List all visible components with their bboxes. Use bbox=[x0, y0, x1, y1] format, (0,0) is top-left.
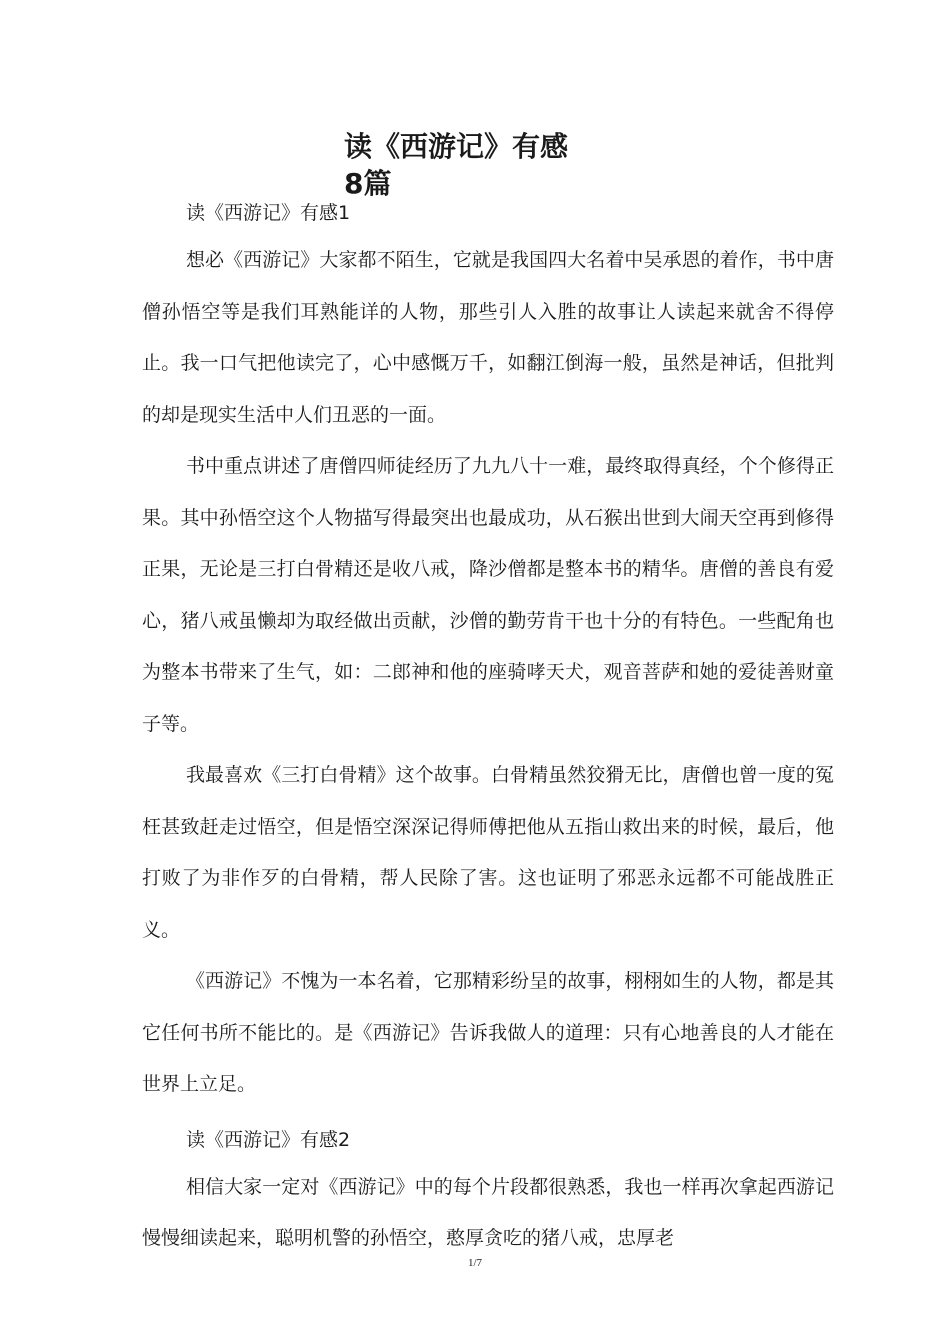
paragraph: 我最喜欢《三打白骨精》这个故事。白骨精虽然狡猾无比，唐僧也曾一度的冤枉甚致赶走过悟空，但是悟空深深记得师傅把他从五指山救出来的时候，最后，他打败了为非作歹的白骨精，帮人民除了害。这也证明了邪恶永远都不可能战胜正义。 bbox=[142, 764, 834, 941]
document-title-count: 8篇 bbox=[344, 167, 392, 200]
paragraph: 想必《西游记》大家都不陌生，它就是我国四大名着中吴承恩的着作，书中唐僧孙悟空等是我们耳熟能详的人物，那些引人入胜的故事让人读起来就舍不得停止。我一口气把他读完了，心中感慨万千，如翻江倒海一般，虽然是神话，但批判的却是现实生活中人们丑恶的一面。 bbox=[142, 249, 834, 426]
paragraph: 书中重点讲述了唐僧四师徒经历了九九八十一难，最终取得真经，个个修得正果。其中孙悟空这个人物描写得最突出也最成功，从石猴出世到大闹天空再到修得正果，无论是三打白骨精还是收八戒，降沙僧都是整本书的精华。唐僧的善良有爱心，猪八戒虽懒却为取经做出贡献，沙僧的勤劳肯干也十分的有特色。一些配角也为整本书带来了生气，如：二郎神和他的座骑哮天犬，观音菩萨和她的爱徒善财童子等。 bbox=[142, 455, 834, 735]
page-number: 1/7 bbox=[467, 1257, 483, 1269]
document-body bbox=[142, 200, 834, 1265]
paragraph: 相信大家一定对《西游记》中的每个片段都很熟悉，我也一样再次拿起西游记慢慢细读起来，聪明机警的孙悟空，憨厚贪吃的猪八戒，忠厚老 bbox=[142, 1175, 834, 1249]
section-heading: 读《西游记》有感2 bbox=[186, 1128, 351, 1151]
document-title: 读《西游记》有感 bbox=[344, 130, 569, 163]
section-heading: 读《西游记》有感1 bbox=[186, 202, 351, 224]
paragraph: 《西游记》不愧为一本名着，它那精彩纷呈的故事，栩栩如生的人物，都是其它任何书所不能比的。是《西游记》告诉我做人的道理：只有心地善良的人才能在世界上立足。 bbox=[142, 970, 834, 1095]
